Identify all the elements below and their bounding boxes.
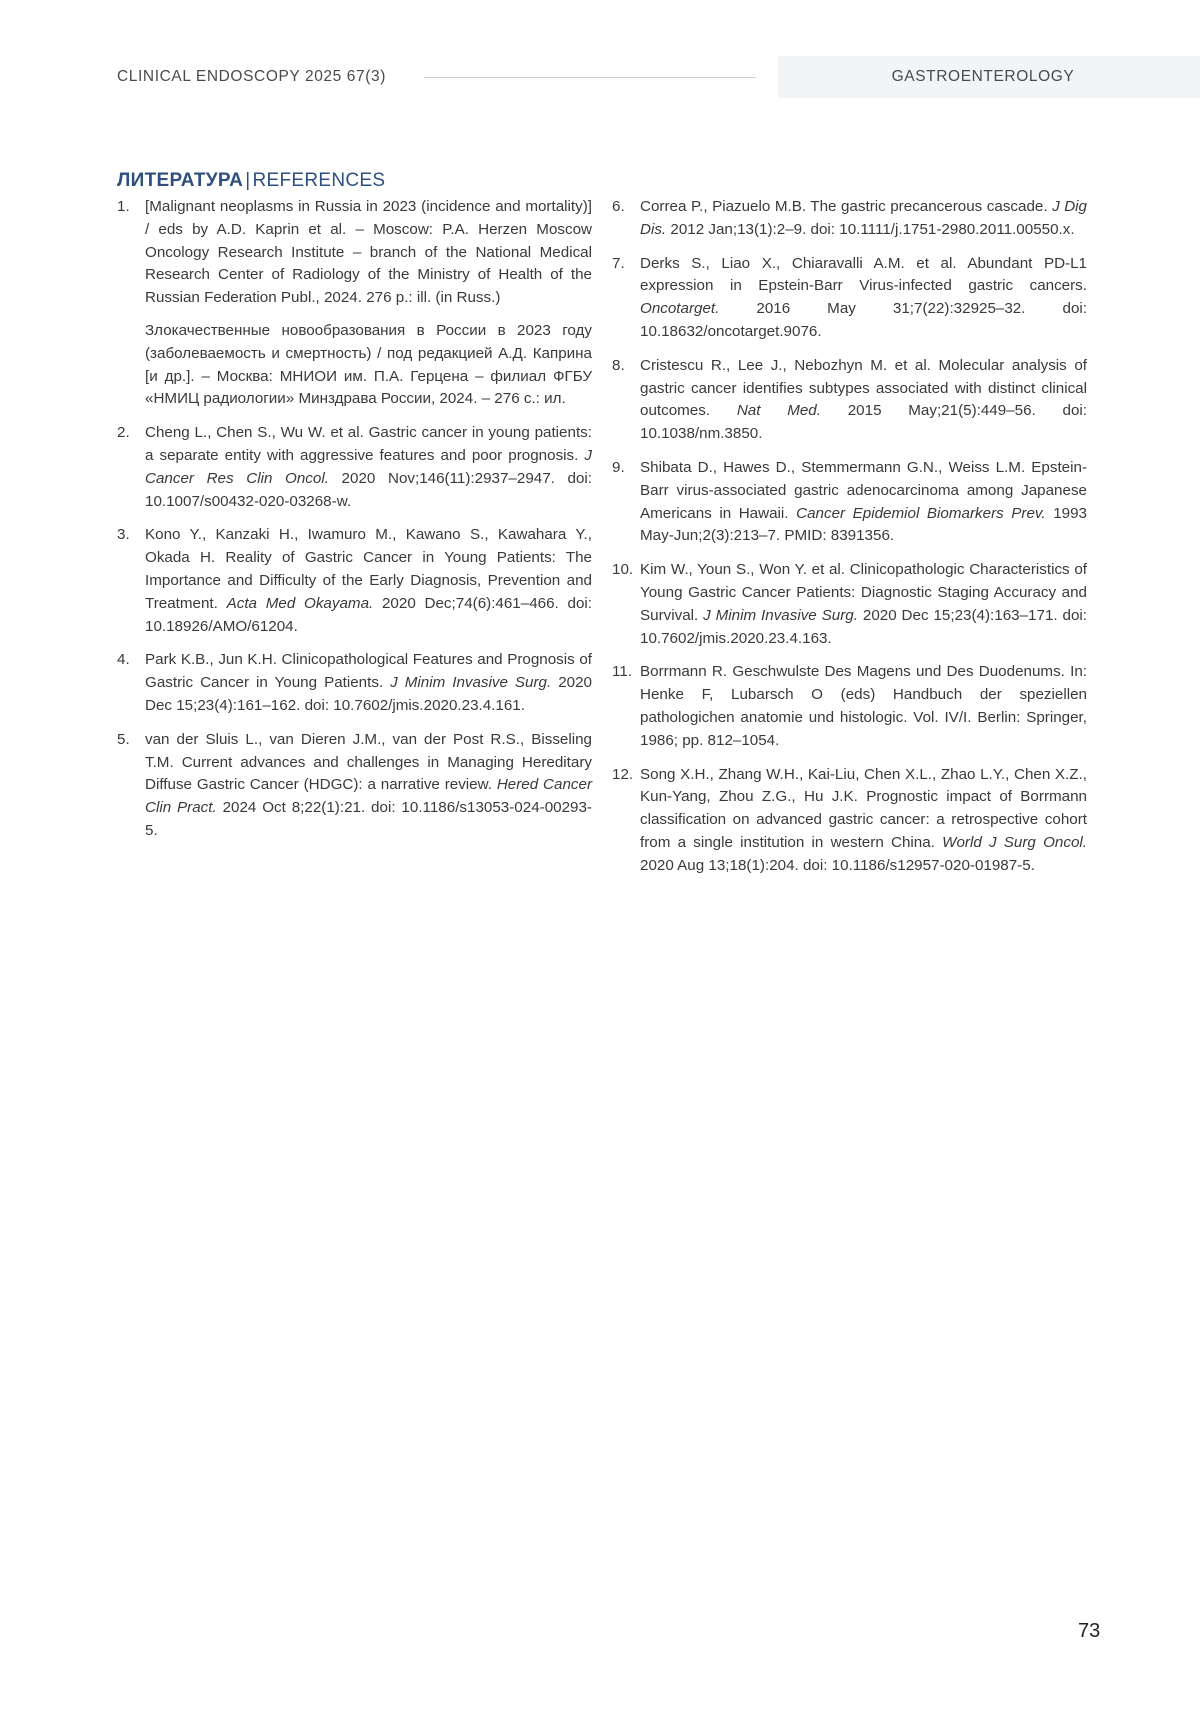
heading-ru: ЛИТЕРАТУРА bbox=[117, 170, 244, 191]
reference-item bbox=[612, 196, 1087, 242]
reference-details: 2020 Dec;74(6):461–466. doi: 10.18926/AMO/61204. bbox=[145, 594, 592, 635]
heading-en: REFERENCES bbox=[252, 170, 386, 191]
reference-item bbox=[612, 661, 1087, 752]
reference-text: Song X.H., Zhang W.H., Kai-Liu, Chen X.L., Zhao L.Y., Chen X.Z., Kun-Yang, Zhou Z.G., Hu J.K. Prognostic impact of Borrmann classification on advanced gastric cancer: a retrospective cohort from a single institution in western China. bbox=[640, 765, 1087, 851]
reference-number: 4. bbox=[117, 651, 130, 669]
reference-journal: World J Surg Oncol. bbox=[942, 833, 1087, 851]
reference-item bbox=[117, 422, 592, 513]
reference-number: 11. bbox=[612, 663, 632, 681]
reference-item bbox=[117, 524, 592, 638]
reference-number: 1. bbox=[117, 198, 130, 215]
reference-text: Park K.B., Jun K.H. Clinicopathological Features and Prognosis of Gastric Cancer in Young Patients. bbox=[145, 651, 592, 692]
reference-list-left bbox=[117, 196, 592, 843]
reference-item bbox=[612, 559, 1087, 650]
reference-journal: Nat Med. bbox=[736, 402, 821, 420]
reference-journal: J Minim Invasive Surg. bbox=[390, 674, 552, 692]
reference-text: Correa P., Piazuelo M.B. The gastric precancerous cascade. bbox=[640, 198, 1053, 215]
reference-details: 2020 Nov;146(11):2937–2947. doi: 10.1007/s00432-020-03268-w. bbox=[145, 469, 592, 510]
reference-number: 2. bbox=[117, 424, 130, 442]
reference-number: 12. bbox=[612, 765, 634, 783]
reference-details: 2012 Jan;13(1):2–9. doi: 10.1111/j.1751-2980.2011.00550.x. bbox=[666, 220, 1075, 238]
reference-journal: J Dig Dis. bbox=[640, 198, 1087, 238]
reference-details: 2020 Aug 13;18(1):204. doi: 10.1186/s12957-020-01987-5. bbox=[640, 856, 1035, 874]
reference-text: van der Sluis L., van Dieren J.M., van der Post R.S., Bisseling T.M. Current advances and challenges in Managing Hereditary Diffuse Gastric Cancer (HDGC): a narrative review. bbox=[145, 730, 592, 794]
reference-details: 2020 Dec 15;23(4):163–171. doi: 10.7602/jmis.2020.23.4.163. bbox=[640, 606, 1087, 647]
reference-item bbox=[117, 196, 592, 411]
references-heading bbox=[117, 170, 385, 192]
page-number: 73 bbox=[1078, 1620, 1101, 1642]
reference-journal: Cancer Epidemiol Biomarkers Prev. bbox=[796, 504, 1046, 522]
reference-number: 3. bbox=[117, 526, 130, 544]
reference-details: 2024 Oct 8;22(1):21. doi: 10.1186/s13053-024-00293-5. bbox=[145, 799, 592, 839]
reference-text: Borrmann R. Geschwulste Des Magens und Des Duodenums. In: Henke F, Lubarsch O (eds) Handbuch der speziellen pathologichen anatomie und histologic. Vol. IV/I. Berlin: Springer, 1986; pp. 812–1054. bbox=[640, 663, 1087, 749]
reference-text: Cristescu R., Lee J., Nebozhyn M. et al. Molecular analysis of gastric cancer identifies subtypes associated with distinct clinical outcomes. bbox=[640, 356, 1087, 420]
reference-item bbox=[612, 764, 1087, 878]
reference-text: Derks S., Liao X., Chiaravalli A.M. et al. Abundant PD-L1 expression in Epstein-Barr Virus-infected gastric cancers. bbox=[640, 254, 1087, 295]
reference-text: Shibata D., Hawes D., Stemmermann G.N., Weiss L.M. Epstein-Barr virus-associated gastric adenocarcinoma among Japanese Americans in Hawaii. bbox=[640, 458, 1087, 522]
section-label: GASTROENTEROLOGY bbox=[891, 68, 1075, 85]
reference-text: [Malignant neoplasms in Russia in 2023 (incidence and mortality)] / eds by A.D. Kaprin et al. – Moscow: P.A. Herzen Moscow Oncology Research Institute – branch of the National Medical Research Center of Radiology of the Ministry of Health of the Russian Federation Publ., 2024. 276 p.: ill. (in Russ.) bbox=[145, 198, 592, 307]
reference-number: 9. bbox=[612, 458, 625, 476]
reference-details: 2016 May 31;7(22):32925–32. doi: 10.18632/oncotarget.9076. bbox=[640, 300, 1087, 340]
reference-text: Kono Y., Kanzaki H., Iwamuro M., Kawano S., Kawahara Y., Okada H. Reality of Gastric Cancer in Young Patients: The Importance and Difficulty of the Early Diagnosis, Prevention and Treatment. bbox=[145, 526, 592, 612]
reference-journal: J Minim Invasive Surg. bbox=[703, 606, 858, 624]
reference-item bbox=[612, 457, 1087, 548]
references-column-left bbox=[117, 196, 592, 854]
reference-journal: Acta Med Okayama. bbox=[226, 594, 374, 612]
header-divider bbox=[424, 77, 756, 78]
reference-number: 7. bbox=[612, 254, 625, 272]
reference-journal: Oncotarget. bbox=[640, 300, 720, 318]
reference-text-ru: Злокачественные новообразования в России в 2023 году (заболеваемость и смертность) / под редакцией А.Д. Каприна [и др.]. – Москва: МНИОИ им. П.А. Герцена – филиал ФГБУ «НМИЦ радиологии» Минздрава России, 2024. – 276 с.: ил. bbox=[145, 321, 592, 408]
reference-item bbox=[117, 649, 592, 717]
reference-journal: J Cancer Res Clin Oncol. bbox=[145, 446, 592, 487]
reference-details: 1993 May-Jun;2(3):213–7. PMID: 8391356. bbox=[640, 504, 1087, 545]
reference-journal: Hered Cancer Clin Pract. bbox=[145, 776, 592, 817]
reference-details: 2020 Dec 15;23(4):161–162. doi: 10.7602/jmis.2020.23.4.161. bbox=[145, 674, 592, 714]
reference-number: 6. bbox=[612, 198, 625, 215]
reference-list-right bbox=[612, 196, 1087, 878]
reference-number: 8. bbox=[612, 356, 625, 374]
reference-number: 10. bbox=[612, 561, 634, 579]
reference-details: 2015 May;21(5):449–56. doi: 10.1038/nm.3850. bbox=[640, 402, 1087, 443]
reference-item bbox=[612, 253, 1087, 344]
journal-title: CLINICAL ENDOSCOPY 2025 67(3) bbox=[117, 68, 386, 85]
reference-item bbox=[117, 729, 592, 843]
reference-text: Cheng L., Chen S., Wu W. et al. Gastric cancer in young patients: a separate entity with aggressive features and poor prognosis. bbox=[145, 424, 592, 464]
reference-item bbox=[612, 355, 1087, 446]
reference-number: 5. bbox=[117, 730, 130, 748]
heading-separator: | bbox=[245, 170, 251, 191]
reference-text: Kim W., Youn S., Won Y. et al. Clinicopathologic Characteristics of Young Gastric Cancer Patients: Diagnostic Staging Accuracy and Survival. bbox=[640, 561, 1087, 624]
references-column-right bbox=[612, 196, 1087, 889]
